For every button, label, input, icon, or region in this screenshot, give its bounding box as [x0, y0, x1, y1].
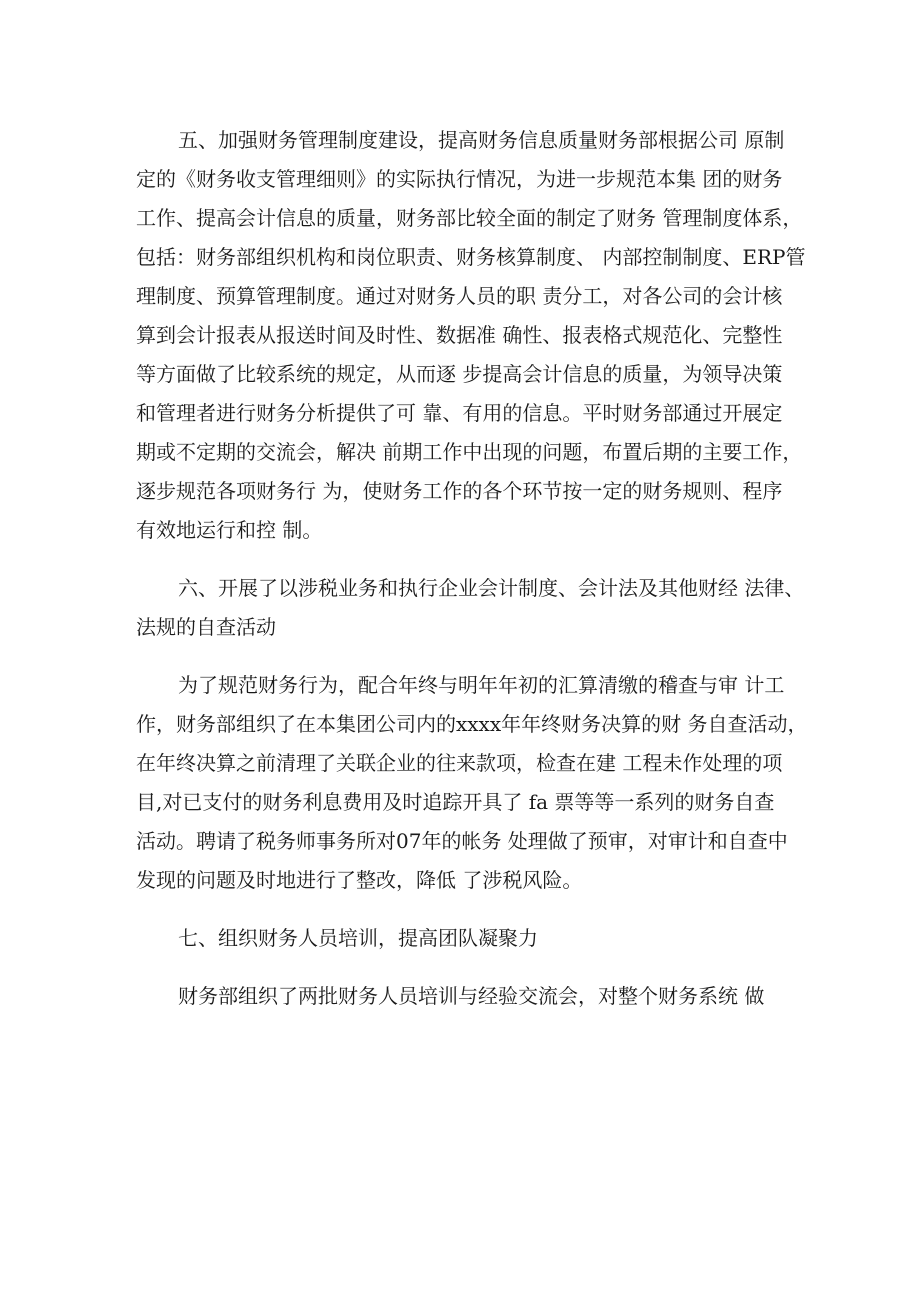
paragraph-line: 理制度、预算管理制度。通过对财务人员的职 责分工，对各公司的会计核 [136, 284, 783, 308]
paragraph-line: 有效地运行和控 制。 [136, 518, 323, 542]
heading-line: 法规的自查活动 [136, 615, 276, 639]
section-5-paragraph [136, 121, 804, 550]
paragraph-line: 等方面做了比较系统的规定，从而逐 步提高会计信息的质量，为领导决策 [136, 362, 783, 386]
section-7-paragraph [136, 977, 804, 1016]
paragraph-line: 发现的问题及时地进行了整改，降低 了涉税风险。 [136, 868, 583, 892]
paragraph-line: 定的《财务收支管理细则》的实际执行情况，为进一步规范本集 团的财务 [136, 167, 783, 191]
section-7-heading [136, 919, 804, 958]
paragraph-line: 工作、提高会计信息的质量，财务部比较全面的制定了财务 管理制度体系， [136, 206, 803, 230]
paragraph-line: 包括：财务部组织机构和岗位职责、财务核算制度、 内部控制制度、ERP管 [136, 245, 806, 269]
section-6-paragraph [136, 666, 808, 900]
paragraph-line: 作，财务部组织了在本集团公司内的xxxx年年终财务决算的财 务自查活动， [136, 712, 808, 736]
paragraph-spacer [136, 958, 804, 977]
paragraph-line: 为了规范财务行为，配合年终与明年年初的汇算清缴的稽查与审 计工 [178, 673, 785, 697]
heading-line: 六、开展了以涉税业务和执行企业会计制度、会计法及其他财经 法律、 [178, 576, 805, 600]
paragraph-line: 活动。聘请了税务师事务所对07年的帐务 处理做了预审，对审计和自查中 [136, 829, 788, 853]
paragraph-line: 和管理者进行财务分析提供了可 靠、有用的信息。平时财务部通过开展定 [136, 401, 783, 425]
paragraph-line: 逐步规范各项财务行 为，使财务工作的各个环节按一定的财务规则、程序 [136, 479, 783, 503]
paragraph-line: 期或不定期的交流会，解决 前期工作中出现的问题，布置后期的主要工作， [136, 440, 803, 464]
paragraph-spacer [136, 647, 804, 666]
paragraph-line: 在年终决算之前清理了关联企业的往来款项，检查在建 工程未作处理的项 [136, 751, 783, 775]
paragraph-line: 算到会计报表从报送时间及时性、数据准 确性、报表格式规范化、完整性 [136, 323, 783, 347]
heading-line: 七、组织财务人员培训，提高团队凝聚力 [178, 926, 538, 950]
paragraph-spacer [136, 900, 804, 919]
paragraph-line: 财务部组织了两批财务人员培训与经验交流会，对整个财务系统 做 [178, 984, 765, 1008]
paragraph-spacer [136, 550, 804, 569]
document-body [136, 121, 808, 1016]
paragraph-line: 目,对已支付的财务利息费用及时追踪开具了 fa 票等等一系列的财务自查 [136, 790, 775, 814]
paragraph-line: 五、加强财务管理制度建设，提高财务信息质量财务部根据公司 原制 [178, 128, 785, 152]
section-6-heading [136, 569, 804, 647]
